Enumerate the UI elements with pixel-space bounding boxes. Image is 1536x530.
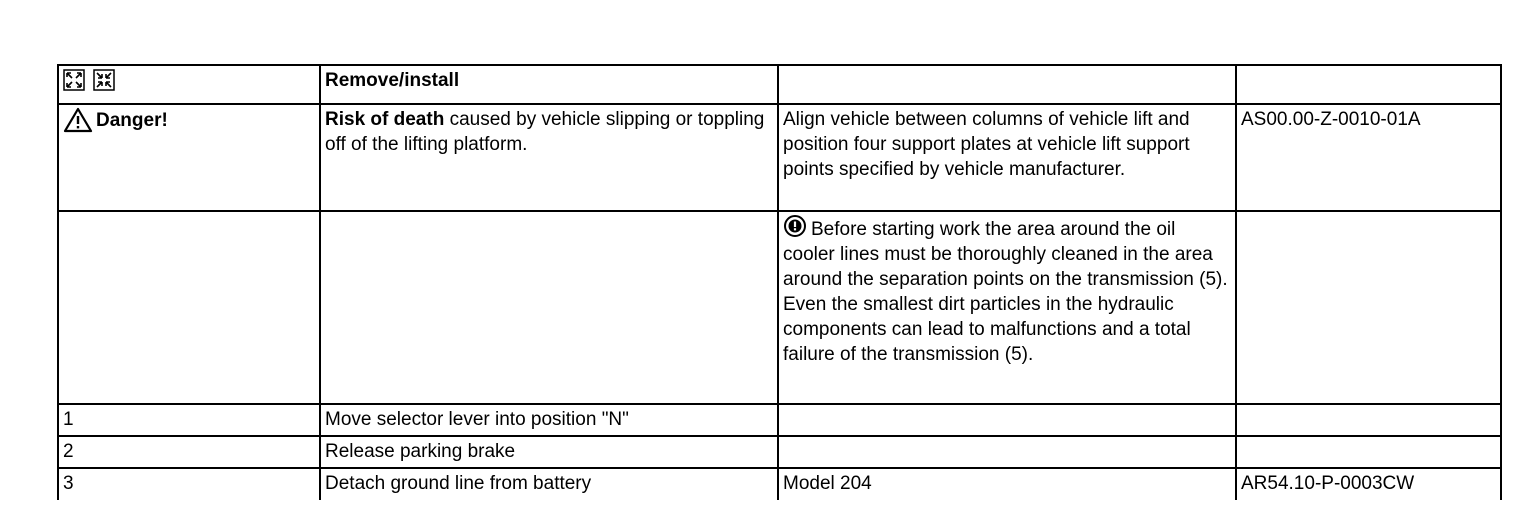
danger-reference-link[interactable]: AS00.00-Z-0010-01A: [1236, 104, 1501, 211]
danger-label: Danger!: [96, 109, 168, 131]
header-empty-cell: [1236, 65, 1501, 104]
danger-row: [58, 104, 1501, 211]
procedure-table: [57, 64, 1502, 500]
expand-view-icon[interactable]: [63, 69, 85, 91]
step-detail: [778, 404, 1236, 436]
step-reference-link[interactable]: AR54.10-P-0003CW: [1236, 468, 1501, 500]
note-empty-cell: [320, 211, 778, 404]
danger-instruction: Align vehicle between columns of vehicle lift and position four support plates at vehicle lift support points specified by vehicle manufacturer.: [778, 104, 1236, 211]
note-cell: [778, 211, 1236, 404]
table-row: [58, 404, 1501, 436]
step-action: Move selector lever into position "N": [320, 404, 778, 436]
note-empty-cell: [58, 211, 320, 404]
step-number: 3: [58, 468, 320, 500]
collapse-view-icon[interactable]: [93, 69, 115, 91]
table-row: [58, 436, 1501, 468]
caution-note-icon: [783, 214, 807, 238]
step-action: Detach ground line from battery: [320, 468, 778, 500]
step-number: 1: [58, 404, 320, 436]
risk-heading: Risk of death: [325, 109, 445, 130]
risk-cell: [320, 104, 778, 211]
header-row: [58, 65, 1501, 104]
note-row: [58, 211, 1501, 404]
step-number: 2: [58, 436, 320, 468]
note-empty-cell: [1236, 211, 1501, 404]
risk-description: caused by vehicle slipping or toppling off of the lifting platform.: [325, 109, 765, 155]
step-reference: [1236, 436, 1501, 468]
header-empty-cell: [778, 65, 1236, 104]
danger-label-cell: [58, 104, 320, 211]
header-title: Remove/install: [320, 65, 778, 104]
step-reference: [1236, 404, 1501, 436]
header-icons-cell: [58, 65, 320, 104]
table-row: [58, 468, 1501, 500]
step-action: Release parking brake: [320, 436, 778, 468]
step-detail: Model 204: [778, 468, 1236, 500]
step-detail: [778, 436, 1236, 468]
note-text: Before starting work the area around the oil cooler lines must be thoroughly cleaned in the area around the separation points on the transmission (5). Even the smallest dirt particles in the hydraulic components can lead to malfunctions and a total failure of the transmission (5).: [783, 219, 1228, 365]
warning-triangle-icon: [63, 107, 93, 133]
